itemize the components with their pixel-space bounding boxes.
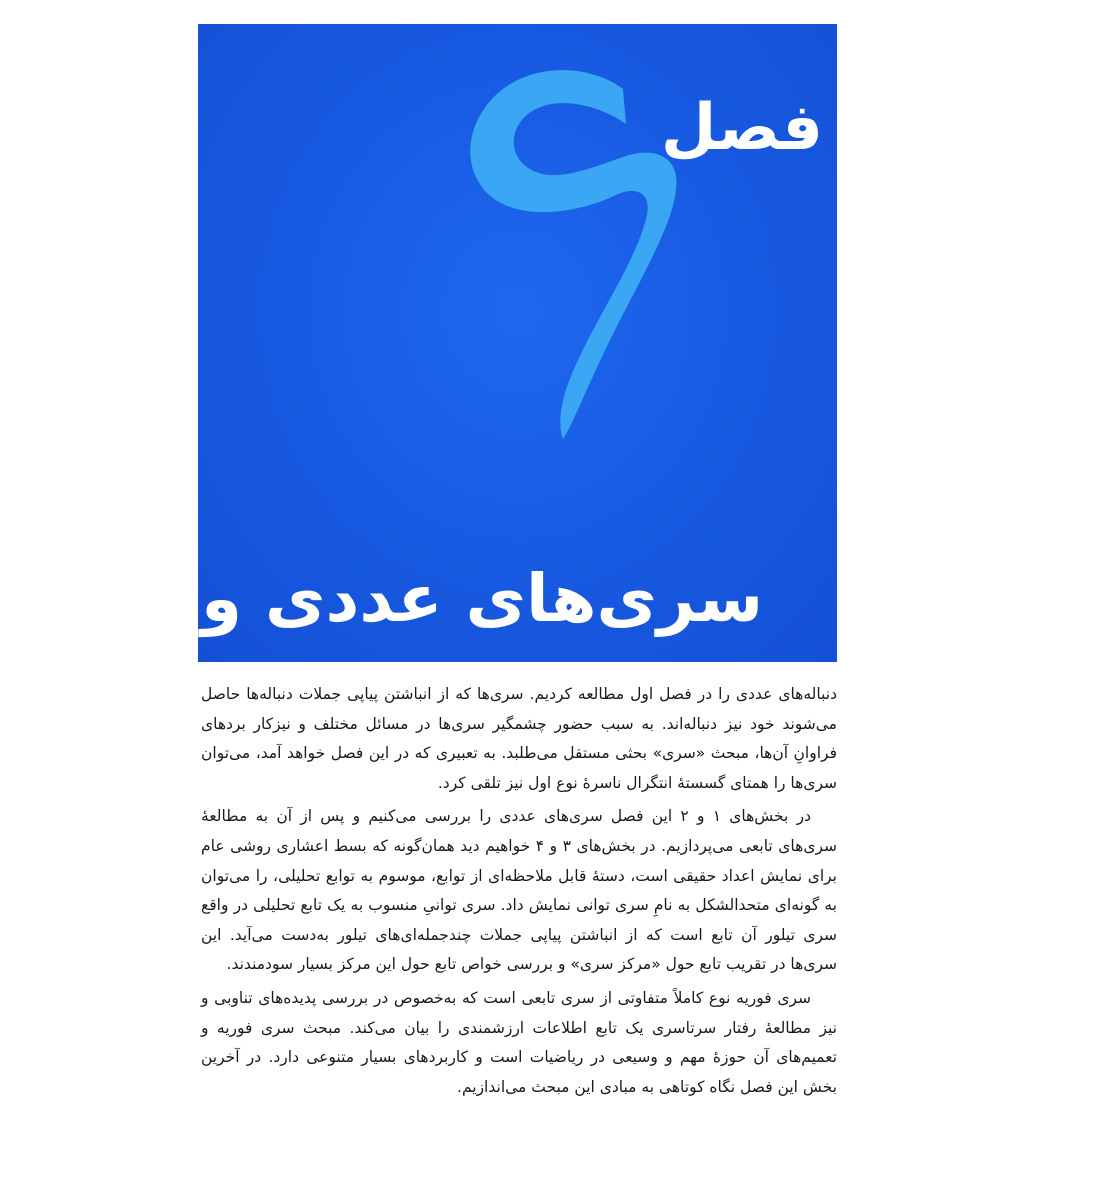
chapter-numeral-six (448, 54, 688, 434)
chapter-title: سری‌های عددی و تابعی (0, 560, 763, 638)
numeral-six-glyph (470, 70, 676, 439)
chapter-intro-text (201, 680, 837, 1106)
chapter-word: فصل (660, 91, 823, 165)
paragraph-2: در بخش‌های ۱ و ۲ این فصل سری‌های عددی را بررسی می‌کنیم و پس از آن به مطالعهٔ سری‌های تابعی می‌پردازیم. در بخش‌های ۳ و ۴ خواهیم دید همان‌گونه که بسط اعشاری روشی عام برای نمایش اعداد حقیقی است، دستهٔ قابل ملاحظه‌ای از توابع، موسوم به توابع تحلیلی، را می‌توان به گونه‌ای متحدالشکل به نامِ سری توانی نمایش داد. سری توانیِ منسوب به یک تابع تحلیلی در واقع سری تیلور آن تابع است که از انباشتن پیاپی جملات چندجمله‌ای‌های تیلور به‌دست می‌آید. این سری‌ها در تقریب تابع حول «مرکز سری» و بررسی خواص تابع حول این مرکز بسیار سودمندند. (201, 807, 837, 974)
paragraph-3: سری فوریه نوع کاملاً متفاوتی از سری تابعی است که به‌خصوص در بررسی پدیده‌های تناوبی و نیز مطالعهٔ رفتار سرتاسری یک تابع اطلاعات ارزشمندی را بیان می‌کند. مبحث سری فوریه و تعمیم‌های آن حوزهٔ مهم و وسیعی در ریاضیات است و کاربردهای بسیار متنوعی دارد. در آخرین بخش این فصل نگاه کوتاهی به مبادی این مبحث می‌اندازیم. (201, 988, 837, 1096)
paragraph-1: دنباله‌های عددی را در فصل اول مطالعه کردیم. سری‌ها که از انباشتن پیاپی جملات دنباله‌ها حاصل می‌شوند خود نیز دنباله‌اند. به سبب حضور چشمگیر سری‌ها در مسائل مختلف و نیزکار بردهای فراوانِ آن‌ها، مبحث «سری» بحثی مستقل می‌طلبد. به تعبیری که در این فصل خواهد آمد، می‌توان سری‌ها را همتای گسستهٔ انتگرال ناسرهٔ نوع اول نیز تلقی کرد. (201, 685, 837, 792)
chapter-banner (0, 24, 837, 662)
chapter-numeral-text (836, 24, 837, 25)
